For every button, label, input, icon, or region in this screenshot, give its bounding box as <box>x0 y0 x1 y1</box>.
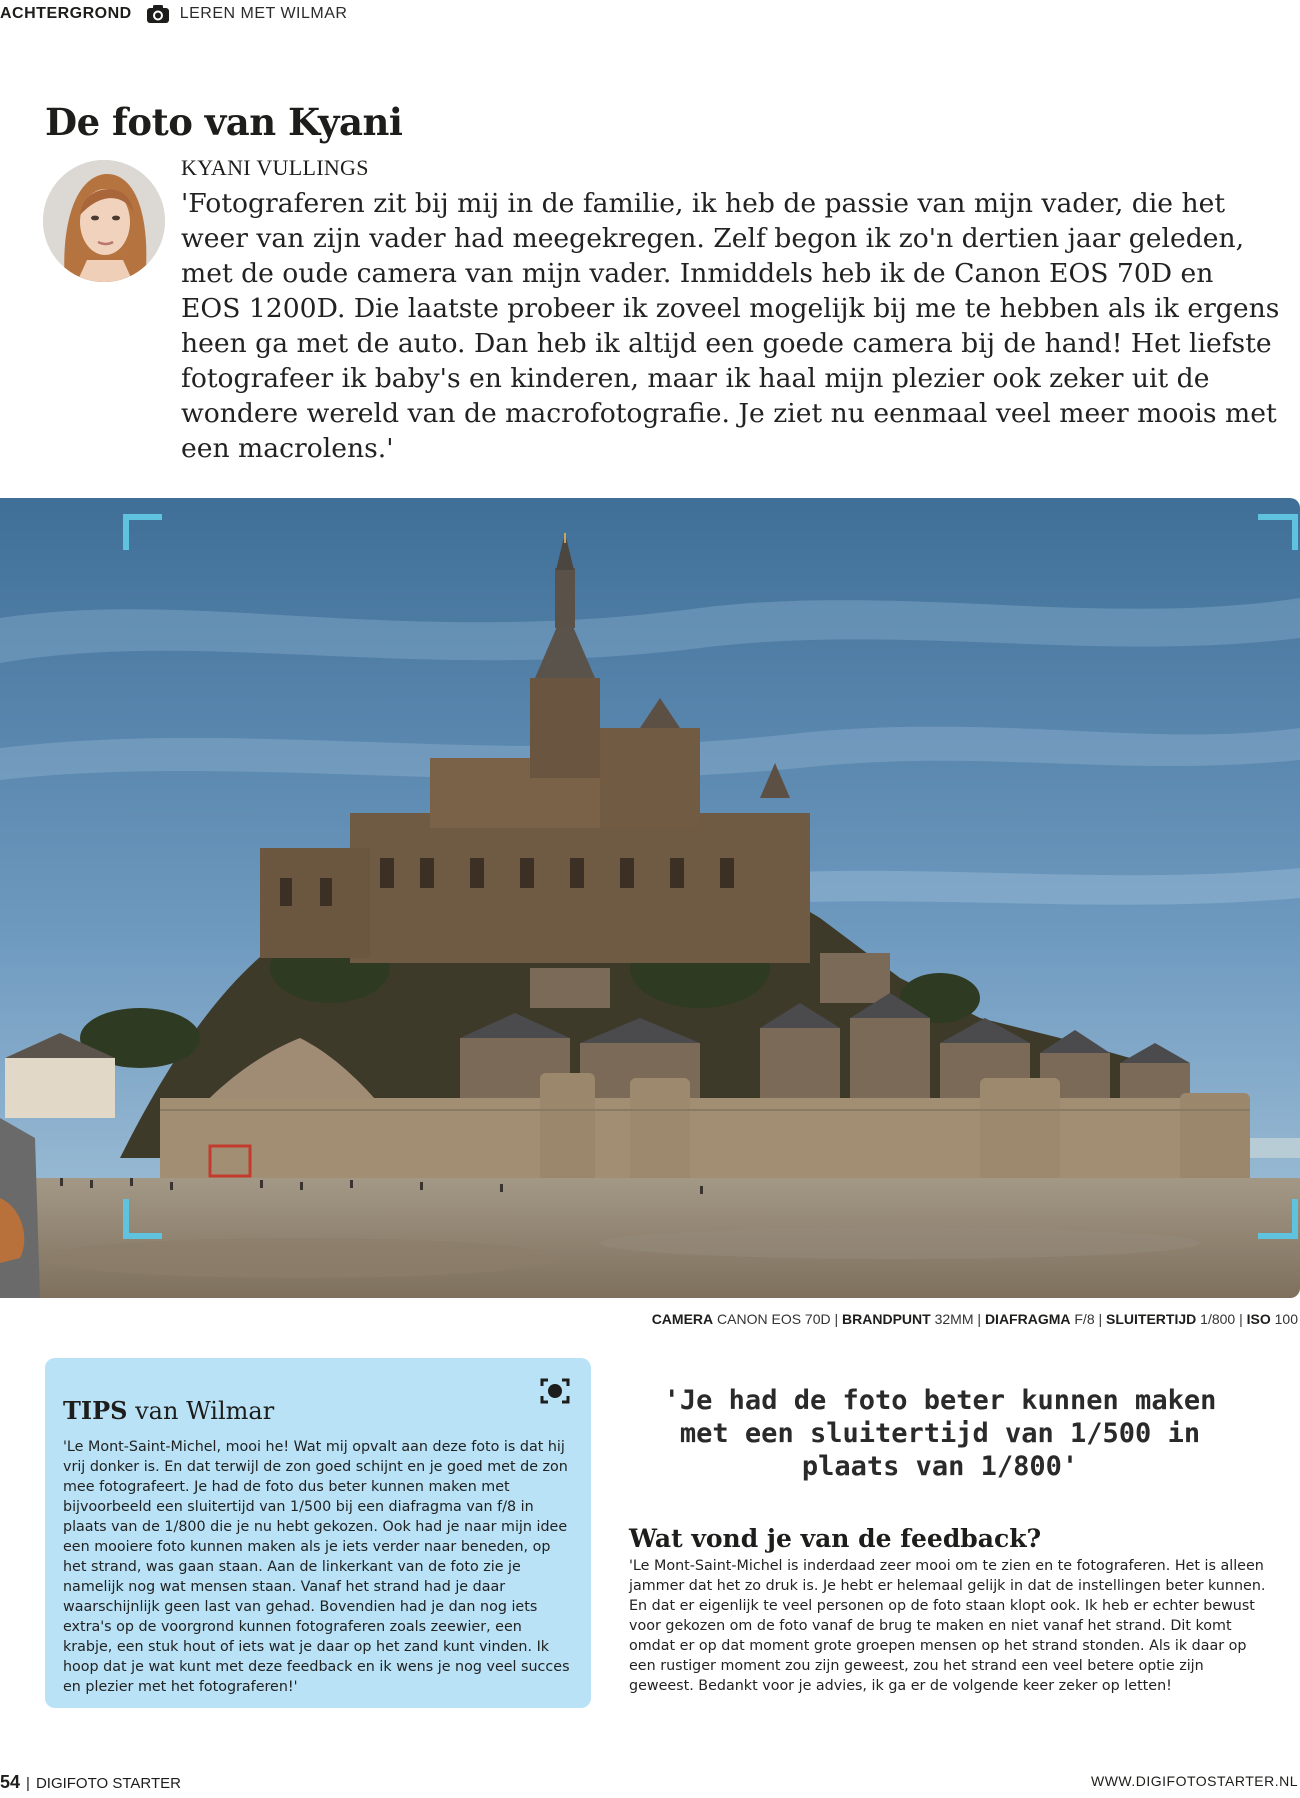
section-label: ACHTERGROND <box>0 5 132 22</box>
tips-title-rest: van Wilmar <box>135 1397 275 1425</box>
mont-saint-michel-photo <box>0 498 1300 1298</box>
feedback-body: 'Le Mont-Saint-Michel is inderdaad zeer mooi om te zien en te fotograferen. Het is alleen jammer dat het zo druk is. Je hebt er helemaal gelijk in dat de instellingen beter kunnen. En dat er eigenlijk te veel personen op de foto staan klopt ook. Ik heb er echter bewust voor gekozen om de foto vanaf de brug te maken en niet vanaf het strand. Dit komt omdat er op dat moment grote groepen mensen op het strand stonden. Als ik daar op een rustiger moment zou zijn geweest, zou het strand een veel betere optie zijn geweest. Bedankt voor je advies, ik ga er de volgende keer zeker op letten! <box>629 1558 1266 1694</box>
focal-value: 32MM <box>934 1311 974 1327</box>
iso-label: ISO <box>1246 1311 1271 1327</box>
iso-value: 100 <box>1274 1311 1298 1327</box>
footer-separator: | <box>26 1775 30 1792</box>
author-name: KYANI VULLINGS <box>181 155 369 180</box>
feedback-title: Wat vond je van de feedback? <box>629 1524 1042 1553</box>
author-portrait-image <box>43 160 165 282</box>
camera-value: CANON EOS 70D <box>717 1311 831 1327</box>
subsection-label: LEREN MET WILMAR <box>179 5 348 22</box>
exif-separator: | <box>1239 1311 1243 1327</box>
lens-icon <box>539 1376 571 1406</box>
section-header <box>0 2 347 26</box>
focal-label: BRANDPUNT <box>842 1311 931 1327</box>
featured-photo <box>0 498 1300 1298</box>
exif-separator: | <box>1098 1311 1103 1327</box>
exif-caption <box>652 1311 1298 1327</box>
shutter-value: 1/800 <box>1200 1311 1236 1327</box>
exif-separator: | <box>977 1311 982 1327</box>
camera-label: CAMERA <box>651 1311 714 1327</box>
author-avatar <box>43 160 165 282</box>
article-title: De foto van Kyani <box>45 100 403 144</box>
website-link[interactable]: WWW.DIGIFOTOSTARTER.NL <box>1091 1773 1298 1789</box>
exif-separator: | <box>834 1311 839 1327</box>
pull-quote: 'Je had de foto beter kunnen maken met een sluitertijd van 1/500 in plaats van 1/800' <box>663 1385 1217 1482</box>
aperture-value: F/8 <box>1074 1311 1095 1327</box>
aperture-label: DIAFRAGMA <box>984 1311 1071 1327</box>
author-quote: 'Fotograferen zit bij mij in de familie, ik heb de passie van mijn vader, die het weer van zijn vader had meegekregen. Zelf begon ik zo'n dertien jaar geleden, met de oude camera van mijn vader. Inmiddels heb ik de Canon EOS 70D en EOS 1200D. Die laatste probeer ik zoveel mogelijk bij me te hebben als ik ergens heen ga met de auto. Dan heb ik altijd een goede camera bij de hand! Het liefste fotografeer ik baby's en kinderen, maar ik haal mijn plezier ook zeker uit de wondere wereld van de macrofotografie. Je ziet nu eenmaal veel meer moois met een macrolens.' <box>181 188 1280 464</box>
page-number: 54 <box>0 1772 21 1792</box>
tips-title-bold: TIPS <box>63 1396 128 1425</box>
page-footer-left <box>0 1772 181 1793</box>
tips-body: 'Le Mont-Saint-Michel, mooi he! Wat mij opvalt aan deze foto is dat hij vrij donker is. En dat terwijl de zon goed schijnt en je goed met de zon mee fotografeert. Je had de foto dus beter kunnen maken met bijvoorbeeld een sluitertijd van 1/500 bij een diafragma van f/8 in plaats van de 1/800 die je nu hebt gekozen. Ook had je naar mijn idee een mooiere foto kunnen maken als je iets verder naar beneden, op het strand, was gaan staan. Aan de linkerkant van de foto zie je namelijk nog wat mensen staan. Vanaf het strand had je daar waarschijnlijk geen last van gehad. Bovendien had je dan nog iets extra's op de voorgrond kunnen fotograferen zoals zeewier, een krabje, een stuk hout of iets wat je daar op het zand kunt vinden. Ik hoop dat je wat kunt met deze feedback en ik wens je nog veel succes en plezier met het fotograferen!' <box>63 1439 570 1695</box>
magazine-name: DIGIFOTO STARTER <box>35 1775 181 1792</box>
tips-box <box>45 1358 591 1708</box>
shutter-label: SLUITERTIJD <box>1106 1311 1197 1327</box>
tips-title <box>63 1396 274 1425</box>
camera-icon <box>146 4 170 24</box>
